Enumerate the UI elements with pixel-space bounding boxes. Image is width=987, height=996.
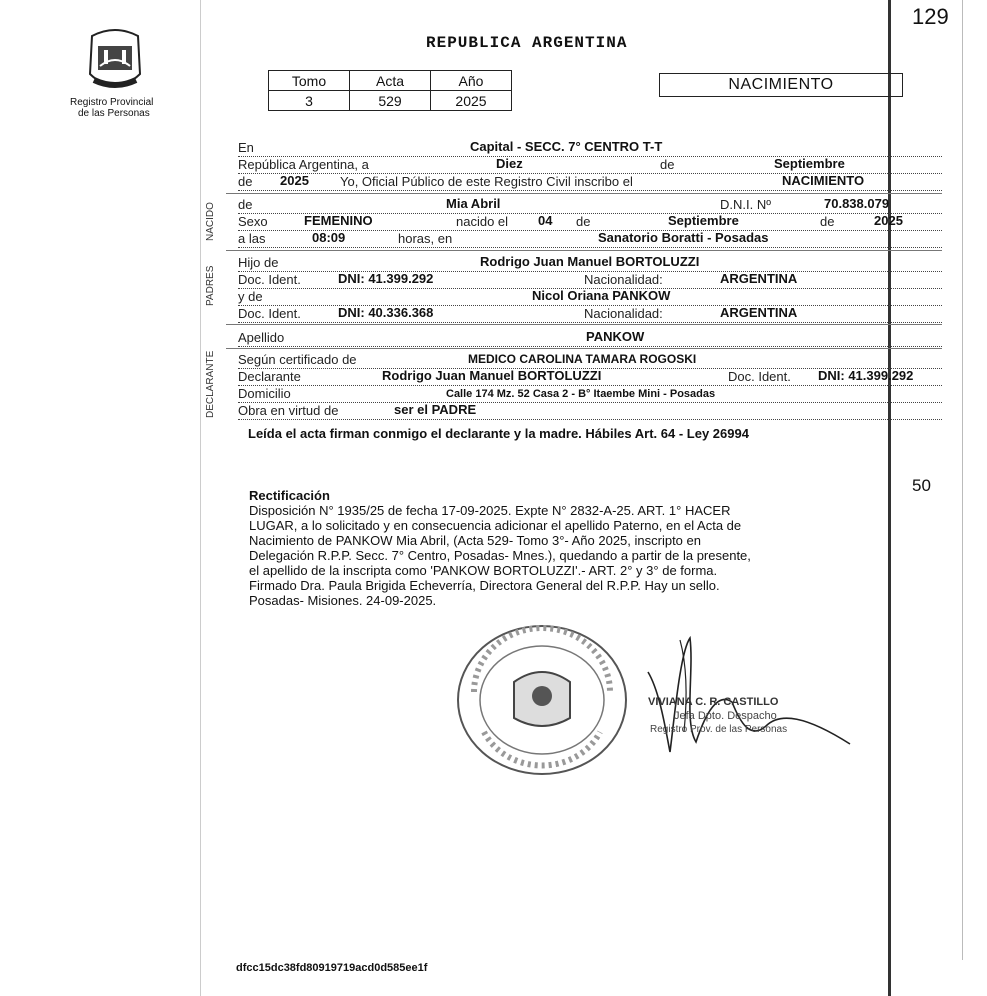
value-madre-nac: ARGENTINA [720,305,798,320]
row-certificado [238,351,942,369]
value-madre-doc: DNI: 40.336.368 [338,305,434,320]
page-number: 129 [912,4,949,29]
value-tomo: 3 [269,91,350,111]
label-doc-ident-declarante: Doc. Ident. [728,369,791,384]
row-declarante [238,368,942,386]
rectificacion-line: Firmado Dra. Paula Brigida Echeverría, Directora General del R.P.P. Hay un sello. [249,578,720,593]
label-domicilio: Domicilio [238,386,291,401]
document-hash: dfcc15dc38fd80919719acd0d585ee1f [236,962,428,974]
label-obra: Obra en virtud de [238,403,339,418]
label-de-nombre: de [238,197,253,212]
label-y-de: y de [238,289,263,304]
value-tipo: NACIMIENTO [782,173,865,188]
label-republica: República Argentina, a [238,157,369,172]
record-type-box: NACIMIENTO [659,73,903,97]
rectificacion-line: Posadas- Misiones. 24-09-2025. [249,593,437,608]
row-madre-doc [238,305,942,323]
rectificacion-line: Disposición N° 1935/25 de fecha 17-09-2025. Expte N° 2832-A-25. ART. 1° HACER [249,503,731,518]
label-hijo-de: Hijo de [238,255,279,270]
section-separator-1 [226,193,942,194]
section-separator-3 [226,324,942,325]
row-nombre [238,196,942,214]
row-domicilio [238,385,942,403]
rectificacion-line: el apellido de la inscripta como 'PANKOW BORTOLUZZI'.- ART. 2° y 3° de forma. [249,563,718,578]
rectificacion-title: Rectificación [249,488,330,503]
label-apellido: Apellido [238,330,285,345]
value-lugar-nac: Sanatorio Boratti - Posadas [598,230,769,245]
row-apellido [238,329,942,347]
label-yo: Yo, Oficial Público de este Registro Civil inscribo el [340,174,633,189]
side-label-declarante: DECLARANTE [205,350,216,418]
row-padre [238,254,942,272]
right-edge-line [962,0,963,960]
value-declarante: Rodrigo Juan Manuel BORTOLUZZI [382,368,602,383]
side-number: 50 [912,476,931,495]
label-segun: Según certificado de [238,352,357,367]
registry-label-2: de las Personas [78,108,150,119]
rectificacion-line: Nacimiento de PANKOW Mia Abril, (Acta 529- Tomo 3°- Año 2025, inscripto en [249,533,701,548]
row-en [238,139,942,157]
header-anio: Año [431,71,512,91]
value-mes: Septiembre [774,156,845,171]
row-madre [238,288,942,306]
value-acta: 529 [350,91,431,111]
province-logo [82,28,148,98]
section-separator-4 [226,348,942,349]
label-de-mes-nac: de [576,214,591,229]
value-dia: Diez [496,156,523,171]
label-de-anio-nac: de [820,214,835,229]
label-de-anio: de [238,174,253,189]
value-padre-doc: DNI: 41.399.292 [338,271,434,286]
label-dni: D.N.I. Nº [720,197,771,212]
left-edge-line [200,0,201,996]
label-nacido-el: nacido el [456,214,509,229]
side-label-padres: PADRES [205,265,216,307]
rectificacion-line: Delegación R.P.P. Secc. 7° Centro, Posadas- Mnes.), quedando a partir de la presente, [249,548,751,563]
value-padre-nac: ARGENTINA [720,271,798,286]
value-lugar: Capital - SECC. 7° CENTRO T-T [470,139,663,154]
record-table [268,70,512,111]
document-title: REPUBLICA ARGENTINA [426,34,628,52]
label-de-mes: de [660,157,675,172]
value-declarante-doc: DNI: 41.399.292 [818,368,914,383]
value-hora: 08:09 [312,230,346,245]
value-sexo: FEMENINO [304,213,373,228]
value-domicilio: Calle 174 Mz. 52 Casa 2 - B° Itaembe Mini - Posadas [446,388,716,400]
header-tomo: Tomo [269,71,350,91]
value-nombre: Mia Abril [446,196,501,211]
value-dni: 70.838.079 [824,196,890,211]
signer-name: VIVIANA C. R. CASTILLO [648,696,779,708]
label-nacionalidad-madre: Nacionalidad: [584,306,663,321]
row-padre-doc [238,271,942,289]
label-declarante: Declarante [238,369,301,384]
value-mes-nac: Septiembre [668,213,739,228]
value-anio-nac: 2025 [874,213,903,228]
label-doc-ident-padre: Doc. Ident. [238,272,301,287]
label-nacionalidad-padre: Nacionalidad: [584,272,663,287]
registry-label-1: Registro Provincial [70,97,154,108]
label-a-las: a las [238,231,266,246]
value-dia-nac: 04 [538,213,553,228]
value-apellido: PANKOW [586,329,645,344]
row-hora [238,230,942,248]
label-sexo: Sexo [238,214,268,229]
label-doc-ident-madre: Doc. Ident. [238,306,301,321]
row-fecha [238,156,942,174]
label-horas-en: horas, en [398,231,453,246]
signer-org: Registro Prov. de las Personas [650,724,788,735]
value-certificado: MEDICO CAROLINA TAMARA ROGOSKI [468,352,697,366]
value-madre: Nicol Oriana PANKOW [532,288,671,303]
value-virtud: ser el PADRE [394,402,477,417]
value-anio: 2025 [280,173,309,188]
row-inscripcion [238,173,942,191]
section-separator-2 [226,250,942,251]
value-padre: Rodrigo Juan Manuel BORTOLUZZI [480,254,700,269]
value-anio: 2025 [431,91,512,111]
header-acta: Acta [350,71,431,91]
row-sexo [238,213,942,231]
signer-role: Jefa Dpto. Despacho [674,710,777,722]
rectificacion-body [249,503,953,608]
side-label-nacido: NACIDO [205,202,216,242]
row-virtud [238,402,942,420]
leida-statement: Leída el acta firman conmigo el declarante y la madre. Hábiles Art. 64 - Ley 26994 [248,426,749,441]
official-stamp [454,622,630,778]
label-en: En [238,140,254,155]
rectificacion-line: LUGAR, a lo solicitado y en consecuencia adicionar el apellido Paterno, en el Acta de [249,518,742,533]
